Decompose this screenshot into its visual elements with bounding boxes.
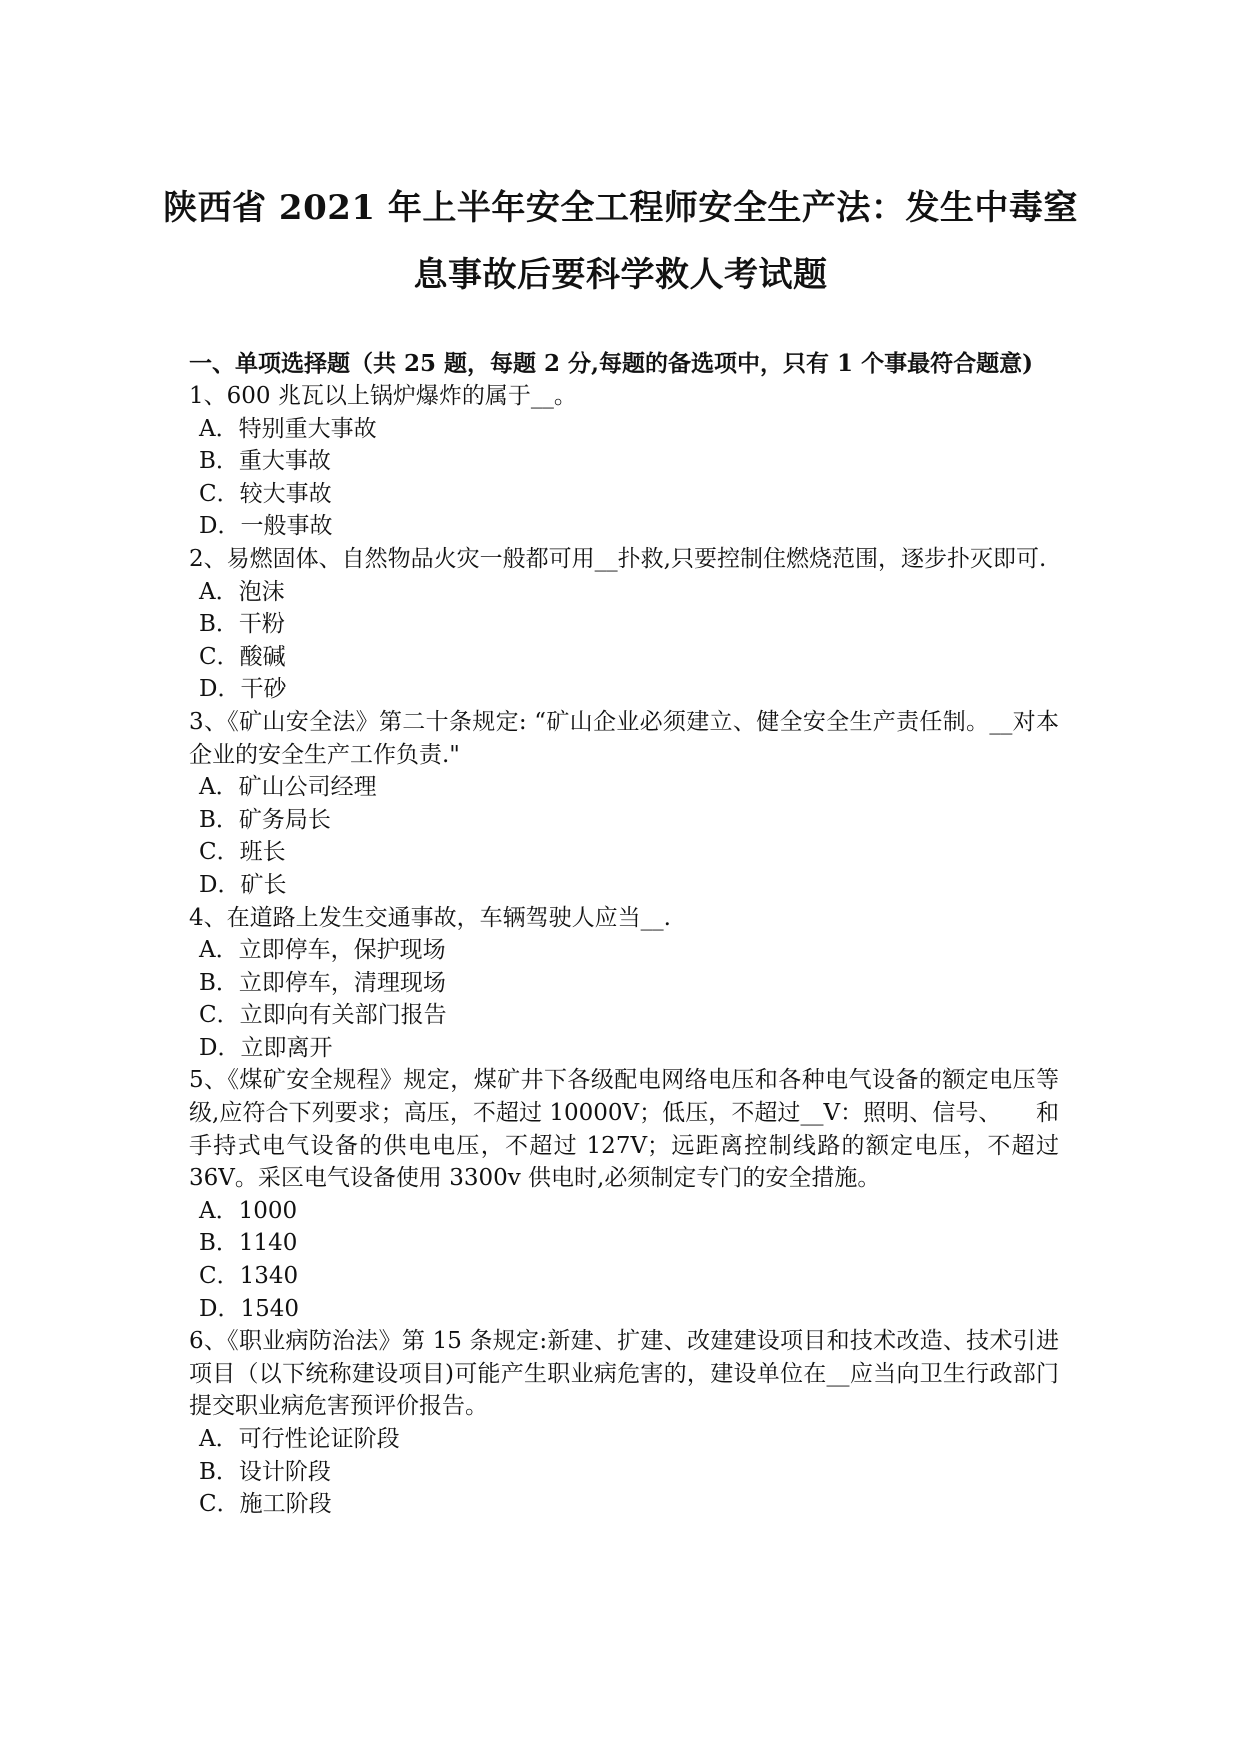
- option-b: B．立即停车，清理现场: [199, 969, 446, 996]
- document-title-line1: 陕西省 2021 年上半年安全工程师安全生产法：发生中毒窒: [163, 188, 1078, 228]
- option-c: C．较大事故: [199, 480, 332, 507]
- option-c: C．班长: [199, 839, 286, 866]
- question-3: [189, 706, 1059, 902]
- section-heading: 一、单项选择题（共 25 题，每题 2 分,每题的备选项中，只有 1 个事最符合题意): [189, 350, 1033, 377]
- option-d: D．干砂: [199, 676, 287, 703]
- question-2: [189, 543, 1059, 706]
- document-body: [189, 348, 1059, 1521]
- option-a: A．特别重大事故: [199, 415, 377, 442]
- option-c: C．立即向有关部门报告: [199, 1002, 447, 1029]
- document-title-line2: 息事故后要科学救人考试题: [413, 255, 828, 295]
- option-d: D．一般事故: [199, 513, 333, 540]
- question-1: [189, 380, 1059, 543]
- question-6: [189, 1325, 1059, 1521]
- question-text: 4、在道路上发生交通事故，车辆驾驶人应当__.: [189, 904, 671, 931]
- question-text: 1、600 兆瓦以上锅炉爆炸的属于__。: [189, 383, 577, 409]
- option-c: C．1340: [199, 1263, 299, 1290]
- option-b: B．矿务局长: [199, 806, 331, 833]
- question-5: [189, 1064, 1059, 1325]
- option-d: D．1540: [199, 1295, 299, 1322]
- question-text: 2、易燃固体、自然物品火灾一般都可用__扑救,只要控制住燃烧范围，逐步扑灭即可.: [189, 545, 1047, 572]
- option-a: A．泡沫: [199, 578, 285, 605]
- question-text: 3、《矿山安全法》第二十条规定: “矿山企业必须建立、健全安全生产责任制。__对本企业的安全生产工作负责.": [189, 708, 1059, 768]
- question-4: [189, 902, 1059, 1065]
- option-c: C．酸碱: [199, 643, 286, 670]
- question-text: 5、《煤矿安全规程》规定，煤矿井下各级配电网络电压和各种电气设备的额定电压等级,应符合下列要求；高压，不超过 10000V；低压，不超过__V：照明、信号、 和手持式电气设备的供电电压，不超过 127V；远距离控制线路的额定电压，不超过 36V。采区电气设备使用 3300v 供电时,必须制定专门的安全措施。: [189, 1067, 1059, 1192]
- question-text: 6、《职业病防治法》第 15 条规定:新建、扩建、改建建设项目和技术改造、技术引进项目（以下统称建设项目)可能产生职业病危害的，建设单位在__应当向卫生行政部门提交职业病危害预评价报告。: [189, 1328, 1059, 1420]
- option-b: B．重大事故: [199, 448, 331, 475]
- option-a: A．1000: [199, 1197, 298, 1224]
- option-a: A．立即停车，保护现场: [199, 937, 446, 964]
- option-d: D．矿长: [199, 871, 287, 898]
- option-a: A．可行性论证阶段: [199, 1426, 400, 1452]
- option-d: D．立即离开: [199, 1034, 333, 1061]
- option-b: B．1140: [199, 1230, 298, 1257]
- option-b: B．干粉: [199, 611, 285, 638]
- option-a: A．矿山公司经理: [199, 774, 377, 801]
- option-b: B．设计阶段: [199, 1458, 331, 1485]
- option-c: C．施工阶段: [199, 1491, 332, 1518]
